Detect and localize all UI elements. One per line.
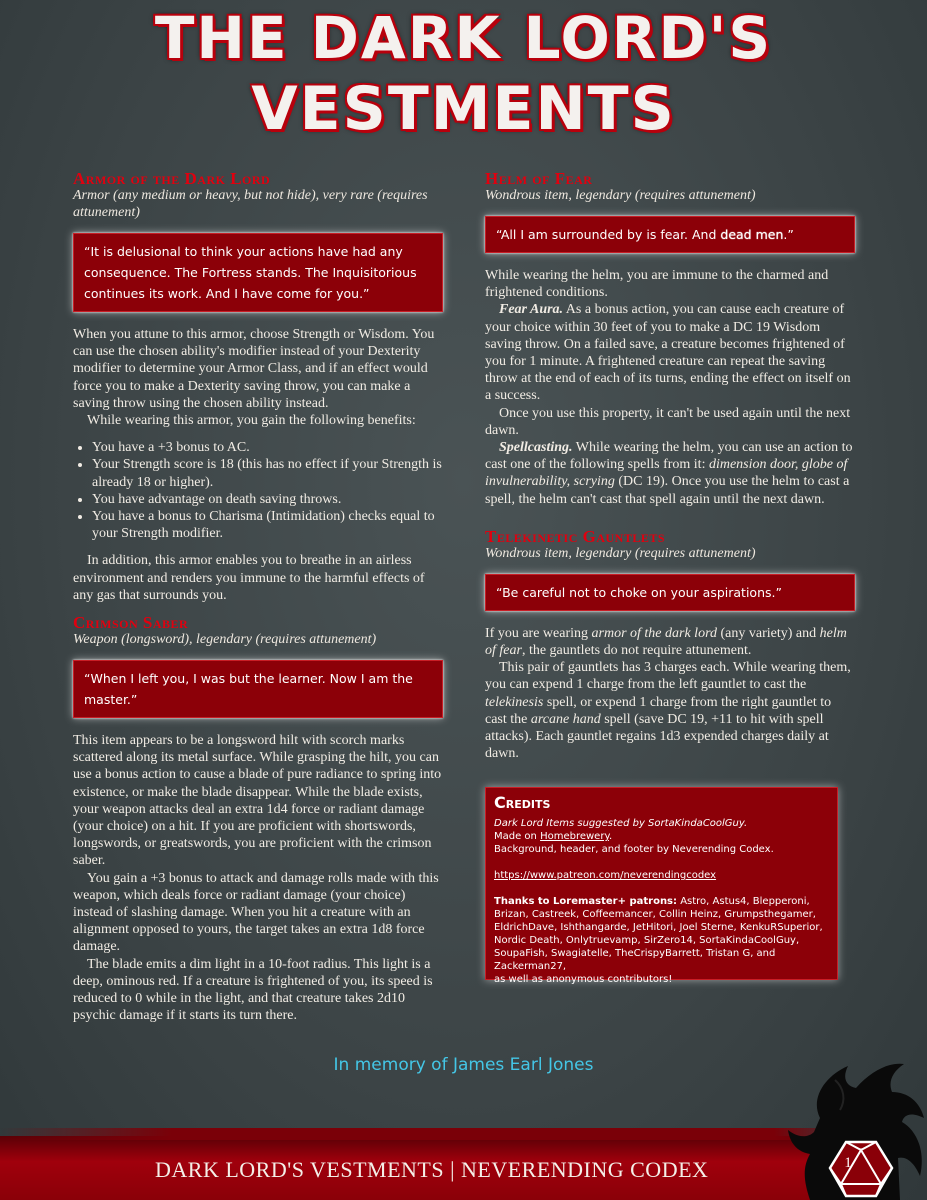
saber-paragraph-3: The blade emits a dim light in a 10-foot radius. This light is a deep, ominous red. If a creature is frightened of you, its speed is reduced to 0 while in the light, and that creature takes 2d10 psychic damage if it starts its turn there.	[73, 956, 433, 1024]
spell-ref: telekinesis	[485, 694, 544, 710]
credits-box	[485, 787, 838, 985]
saber-heading: Crimson Saber	[73, 613, 189, 633]
spell-ref: arcane hand	[530, 711, 601, 727]
credits-heading: Credits	[494, 793, 551, 812]
text: spell, or expend 1 charge from the right gauntlet to cast the	[485, 694, 832, 727]
spellcasting-lead: Spellcasting.	[499, 440, 573, 456]
armor-paragraph-2: While wearing this armor, you gain the following benefits:	[87, 413, 416, 429]
helm-heading: Helm of Fear	[485, 169, 593, 188]
item-ref: armor of the dark lord	[591, 625, 717, 641]
list-item: • You have advantage on death saving throws.	[92, 491, 443, 508]
gauntlets-quote-box: “Be careful not to choke on your aspirations.”	[485, 574, 855, 611]
fear-aura-lead: Fear Aura.	[499, 302, 564, 318]
helm-paragraph-3: Once you use this property, it can't be used again until the next dawn.	[485, 405, 851, 438]
homebrewery-link[interactable]: Homebrewery	[540, 831, 609, 842]
armor-heading: Armor of the Dark Lord	[73, 169, 271, 188]
helm-spellcasting	[485, 439, 855, 508]
quote-emphasis: dead men	[720, 227, 784, 242]
text: If you are wearing	[485, 625, 592, 641]
text: , the gauntlets do not require attunement.	[521, 643, 752, 659]
text: (any variety) and	[717, 625, 820, 641]
patrons-label: Thanks to Loremaster+ patrons:	[494, 896, 678, 907]
armor-paragraph-1: When you attune to this armor, choose Strength or Wisdom. You can use the chosen ability's modifier instead of your Dexterity modifier to determine your Armor Class, and if an effect would force you to make a Dexterity saving throw, you can make a saving throw using the chosen ability instead.	[73, 327, 435, 411]
right-column	[485, 170, 855, 762]
text: This pair of gauntlets has 3 charges each. While wearing them, you can expend 1 charge from the left gauntlet to cast the	[485, 660, 851, 693]
gauntlets-meta: Wondrous item, legendary (requires attunement)	[485, 545, 756, 561]
gauntlets-heading: Telekinetic Gauntlets	[485, 526, 666, 546]
armor-meta: Armor (any medium or heavy, but not hide), very rare (requires attunement)	[73, 188, 428, 220]
armor-benefits-list	[73, 439, 443, 542]
quote-text: “All I am surrounded by is fear. And	[496, 227, 721, 242]
saber-paragraph-1: This item appears to be a longsword hilt with scorch marks scattered along its metal surface. While grasping the hilt, you can use a bonus action to cause a blade of pure radiance to spring into existence, or make the blade disappear. While the blade exists, your weapon attacks deal an extra 1d4 force or radiant damage (your choice) on a hit. If you are proficient with shortswords, longswords, or greatswords, you are proficient with the crimson saber.	[73, 733, 442, 869]
spell-list: dimension door, globe of invulnerability, scrying	[485, 457, 848, 490]
dragon-d20-icon	[780, 1058, 927, 1200]
spellcasting-text: While wearing the helm, you can use an action to cast one of the following spells from it:	[485, 440, 853, 473]
credits-made-on	[494, 830, 829, 843]
text: .	[608, 831, 613, 842]
saber-quote-box: “When I left you, I was but the learner. Now I am the master.”	[73, 660, 443, 718]
list-item: • You have a bonus to Charisma (Intimidation) checks equal to your Strength modifier.	[92, 508, 443, 542]
page-number: 1	[844, 1155, 852, 1171]
page-title-line-1: THE DARK LORD'S	[154, 4, 773, 72]
credits-art: Background, header, and footer by Neverending Codex.	[494, 844, 774, 855]
text: Made on	[494, 831, 541, 842]
credits-suggested: Dark Lord Items suggested by SortaKindaCoolGuy.	[494, 818, 748, 829]
helm-meta: Wondrous item, legendary (requires attunement)	[485, 188, 756, 203]
patreon-link[interactable]: https://www.patreon.com/neverendingcodex	[494, 870, 717, 881]
saber-paragraph-2: You gain a +3 bonus to attack and damage rolls made with this weapon, which deals force or radiant damage (your choice) instead of slashing damage. When you hit a creature with an alignment opposed to yours, the target takes an extra 1d8 force damage.	[73, 870, 439, 955]
memorial-line: In memory of James Earl Jones	[333, 1055, 594, 1075]
left-column	[73, 170, 443, 1025]
item-ref: helm of fear	[485, 625, 847, 659]
gauntlets-paragraph-2	[485, 659, 855, 762]
saber-meta: Weapon (longsword), legendary (requires attunement)	[73, 632, 377, 648]
credits-patrons	[494, 895, 829, 973]
list-item: • You have a +3 bonus to AC.	[92, 439, 443, 456]
spellcasting-text-end: (DC 19). Once you use the helm to cast a spell, the helm can't cast that spell again until the next dawn.	[485, 474, 850, 507]
helm-fear-aura	[485, 301, 855, 404]
helm-quote-box	[485, 216, 855, 253]
gauntlets-paragraph-1	[485, 625, 855, 659]
text: spell (save DC 19, +11 to hit with spell attacks). Each gauntlet regains 1d3 expended charges daily at dawn.	[485, 711, 829, 762]
armor-paragraph-3: In addition, this armor enables you to breathe in an airless environment and renders you immune to the harmful effects of any gas that surrounds you.	[73, 553, 425, 603]
credits-closing: as well as anonymous contributors!	[494, 974, 673, 985]
page-title-line-2: VESTMENTS	[251, 74, 676, 144]
helm-paragraph-1: While wearing the helm, you are immune to the charmed and frightened conditions.	[485, 268, 829, 301]
footer-text: DARK LORD'S VESTMENTS | NEVERENDING CODEX	[155, 1157, 709, 1182]
fear-aura-text: As a bonus action, you can cause each creature of your choice within 30 feet of you to make a DC 19 Wisdom saving throw. On a failed save, a creature becomes frightened of you for 1 minute. A frightened creature can repeat the saving throw at the end of each of its turns, ending the effect on itself on a success.	[485, 302, 851, 404]
patrons-list: Astro, Astus4, Blepperoni, Brizan, Castreek, Coffeemancer, Collin Heinz, Grumpsthegamer, EldrichDave, Ishthangarde, JetHitori, Joel Sterne, KenkuRSuperior, Nordic Death, Onlytruevamp, SirZero14, SortaKindaCoolGuy, SoupaFish, Swagiatelle, TheCrispyBarrett, Tristan G, and Zackerman27,	[494, 896, 823, 972]
quote-text-end: .”	[783, 227, 794, 242]
armor-quote-box: “It is delusional to think your actions have had any consequence. The Fortress stands. The Inquisitorious continues its work. And I have come for you.”	[73, 233, 443, 312]
list-item: • Your Strength score is 18 (this has no effect if your Strength is already 18 or higher).	[92, 456, 443, 490]
